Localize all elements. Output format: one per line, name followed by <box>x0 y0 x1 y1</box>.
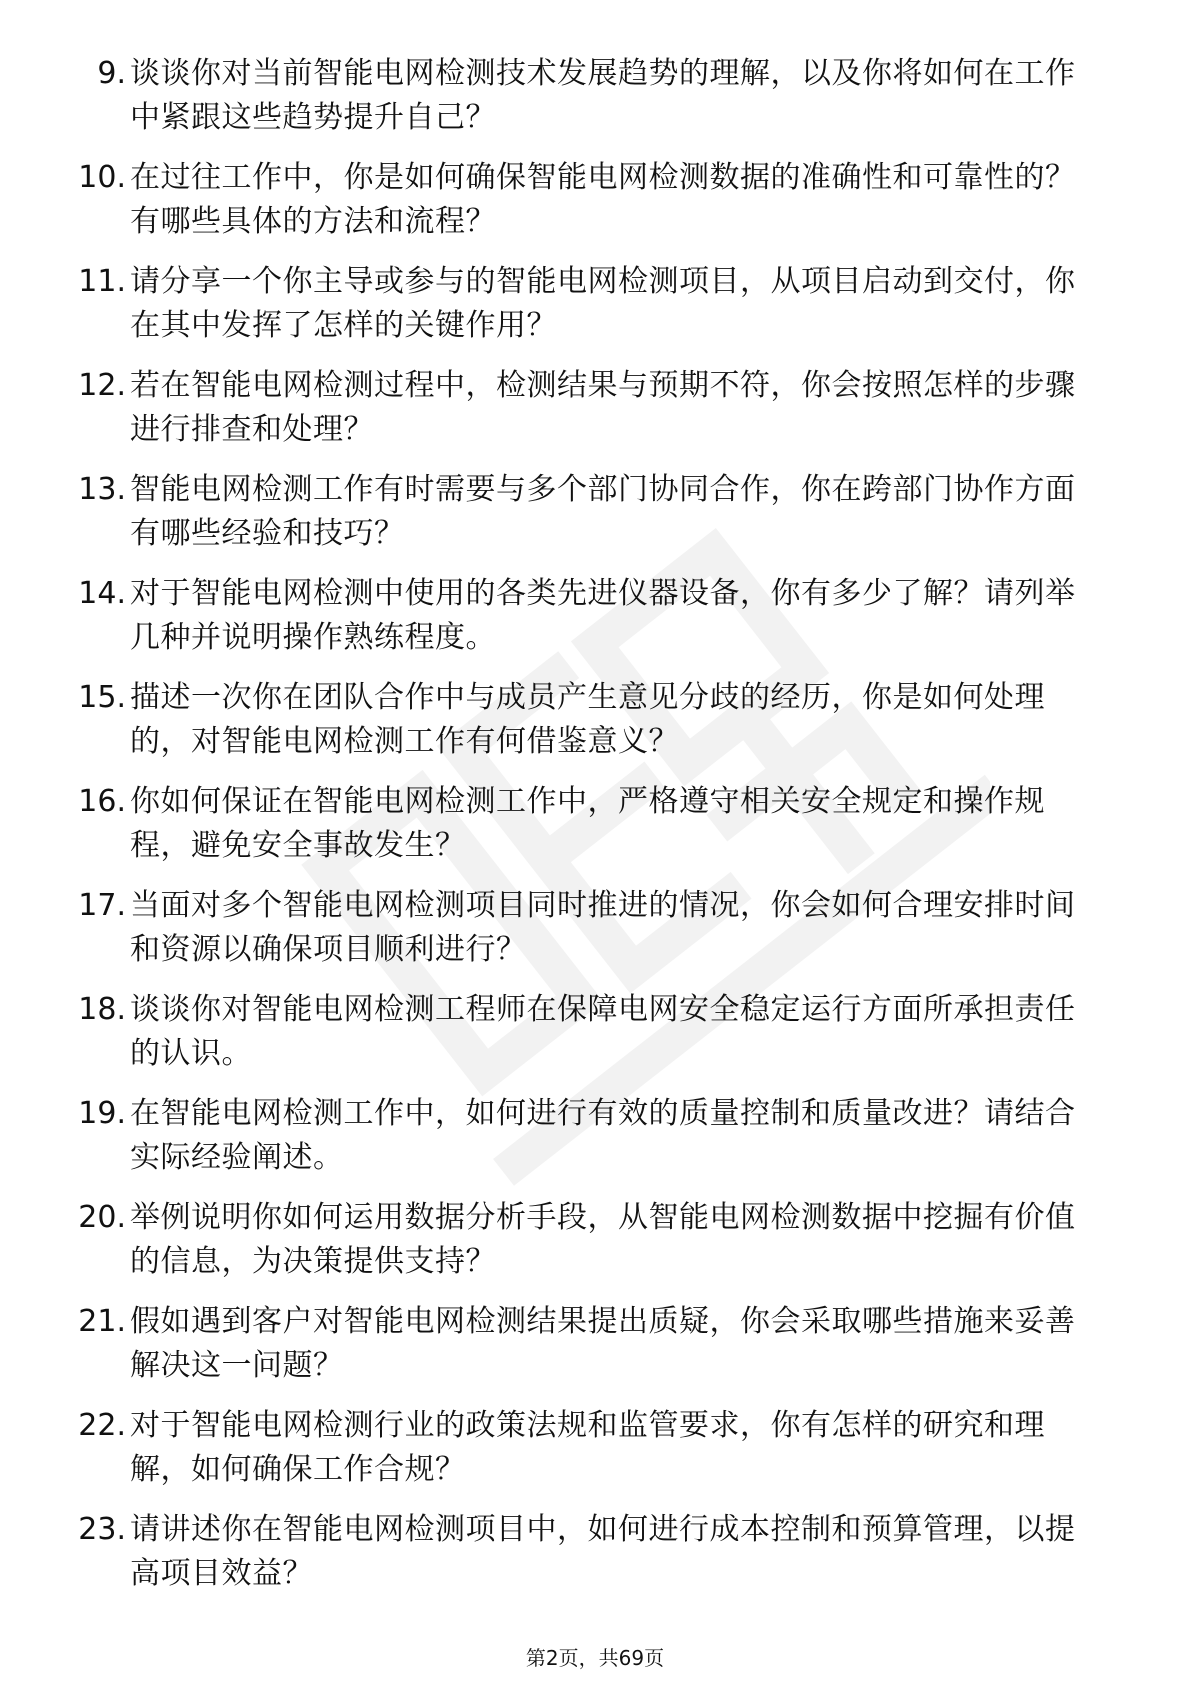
question-list <box>60 52 1100 1612</box>
question-item <box>60 572 1100 676</box>
question-text: 在智能电网检测工作中，如何进行有效的质量控制和质量改进？请结合实际经验阐述。 <box>130 1096 1076 1175</box>
question-text: 谈谈你对当前智能电网检测技术发展趋势的理解，以及你将如何在工作中紧跟这些趋势提升自己？ <box>130 56 1076 135</box>
question-number: 15. <box>78 680 126 715</box>
question-number: 14. <box>78 576 126 611</box>
question-item <box>60 780 1100 884</box>
question-item <box>60 988 1100 1092</box>
question-text: 在过往工作中，你是如何确保智能电网检测数据的准确性和可靠性的？有哪些具体的方法和流程？ <box>130 160 1076 239</box>
question-item <box>60 676 1100 780</box>
page-footer: 第2页，共69页 <box>525 1646 665 1670</box>
question-text: 请分享一个你主导或参与的智能电网检测项目，从项目启动到交付，你在其中发挥了怎样的关键作用？ <box>130 264 1076 343</box>
question-number: 11. <box>78 264 126 299</box>
question-item <box>60 1508 1100 1612</box>
question-number: 10. <box>78 160 126 195</box>
question-text: 对于智能电网检测中使用的各类先进仪器设备，你有多少了解？请列举几种并说明操作熟练程度。 <box>130 576 1076 655</box>
question-text: 请讲述你在智能电网检测项目中，如何进行成本控制和预算管理，以提高项目效益？ <box>130 1512 1076 1591</box>
question-number: 12. <box>78 368 126 403</box>
question-number: 23. <box>78 1512 126 1547</box>
question-item <box>60 1300 1100 1404</box>
question-text: 若在智能电网检测过程中，检测结果与预期不符，你会按照怎样的步骤进行排查和处理？ <box>130 368 1076 447</box>
question-text: 你如何保证在智能电网检测工作中，严格遵守相关安全规定和操作规程，避免安全事故发生？ <box>130 784 1045 863</box>
question-number: 22. <box>78 1408 126 1443</box>
question-text: 智能电网检测工作有时需要与多个部门协同合作，你在跨部门协作方面有哪些经验和技巧？ <box>130 472 1076 551</box>
question-item <box>60 1196 1100 1300</box>
question-item <box>60 468 1100 572</box>
question-item <box>60 364 1100 468</box>
question-item <box>60 1092 1100 1196</box>
question-number: 13. <box>78 472 126 507</box>
question-text: 描述一次你在团队合作中与成员产生意见分歧的经历，你是如何处理的，对智能电网检测工作有何借鉴意义？ <box>130 680 1045 759</box>
question-number: 18. <box>78 992 126 1027</box>
question-text: 举例说明你如何运用数据分析手段，从智能电网检测数据中挖掘有价值的信息，为决策提供支持？ <box>130 1200 1076 1279</box>
question-text: 假如遇到客户对智能电网检测结果提出质疑，你会采取哪些措施来妥善解决这一问题？ <box>130 1304 1076 1383</box>
question-number: 17. <box>78 888 126 923</box>
question-text: 当面对多个智能电网检测项目同时推进的情况，你会如何合理安排时间和资源以确保项目顺利进行？ <box>130 888 1076 967</box>
question-text: 对于智能电网检测行业的政策法规和监管要求，你有怎样的研究和理解，如何确保工作合规？ <box>130 1408 1045 1487</box>
question-item <box>60 156 1100 260</box>
question-number: 16. <box>78 784 126 819</box>
question-number: 9. <box>97 56 126 91</box>
question-number: 20. <box>78 1200 126 1235</box>
question-item <box>60 884 1100 988</box>
question-number: 19. <box>78 1096 126 1131</box>
question-item <box>60 1404 1100 1508</box>
question-number: 21. <box>78 1304 126 1339</box>
question-text: 谈谈你对智能电网检测工程师在保障电网安全稳定运行方面所承担责任的认识。 <box>130 992 1076 1071</box>
question-item <box>60 52 1100 156</box>
question-item <box>60 260 1100 364</box>
